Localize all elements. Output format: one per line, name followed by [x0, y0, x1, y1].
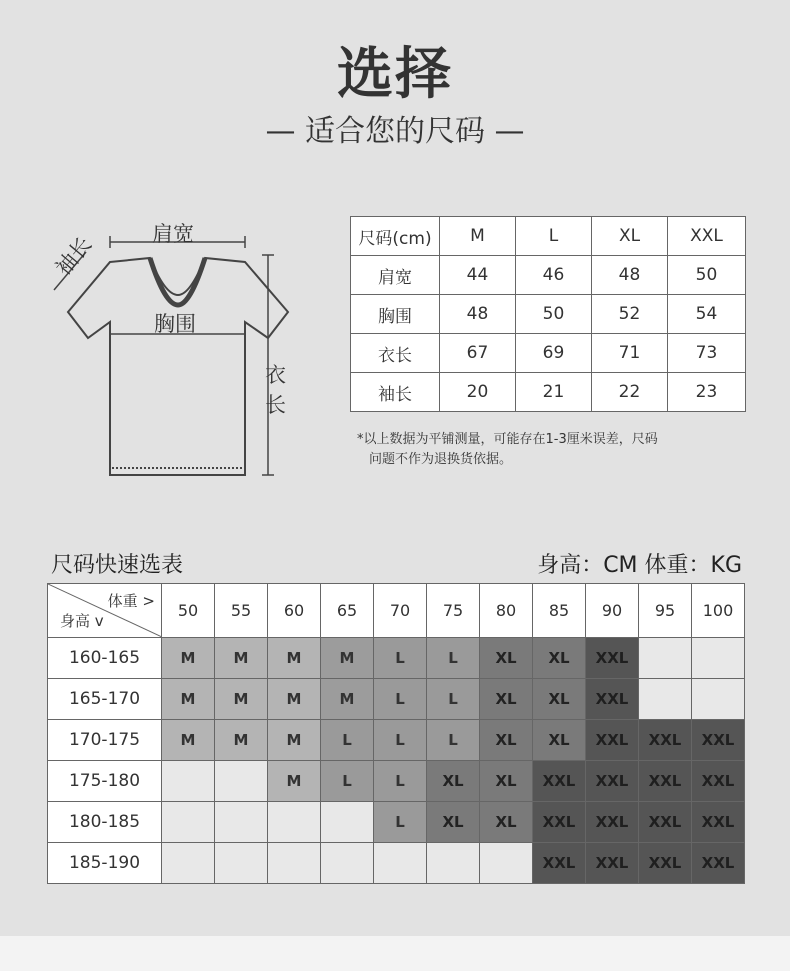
size-cell: M [268, 761, 321, 802]
size-cell: M [321, 679, 374, 720]
size-table-cell: 50 [516, 295, 592, 334]
size-cell [639, 679, 692, 720]
size-cell: XXL [692, 843, 745, 884]
size-cell: XL [533, 638, 586, 679]
size-table-cell: 44 [440, 256, 516, 295]
size-cell [321, 843, 374, 884]
size-cell [639, 638, 692, 679]
size-cell: M [268, 638, 321, 679]
weight-header: 85 [533, 584, 586, 638]
quick-size-table [47, 583, 745, 884]
size-table-cell: 23 [668, 373, 746, 412]
size-cell: M [162, 638, 215, 679]
height-range-label: 170-175 [48, 720, 162, 761]
size-table-cell: 肩宽 [351, 256, 440, 295]
shoulder-label: 肩宽 [152, 222, 194, 246]
size-cell: M [215, 679, 268, 720]
size-cell: XXL [639, 720, 692, 761]
size-table-row [351, 295, 746, 334]
corner-weight-label: 体重 > [107, 592, 155, 610]
size-cell: L [321, 720, 374, 761]
size-cell: XXL [639, 761, 692, 802]
size-cell: XL [480, 802, 533, 843]
size-cell: XXL [586, 802, 639, 843]
size-cell: M [215, 638, 268, 679]
height-range-label: 180-185 [48, 802, 162, 843]
size-table-header: XL [592, 217, 668, 256]
size-cell: M [321, 638, 374, 679]
size-cell [215, 802, 268, 843]
note-line-2: 问题不作为退换货依据。 [369, 452, 513, 467]
weight-header: 70 [374, 584, 427, 638]
size-cell: XXL [692, 802, 745, 843]
size-cell [427, 843, 480, 884]
size-cell [162, 843, 215, 884]
size-table-row [351, 256, 746, 295]
size-cell: XXL [586, 843, 639, 884]
weight-header: 50 [162, 584, 215, 638]
quick-row [48, 638, 745, 679]
size-cell: XL [427, 802, 480, 843]
size-cell [215, 761, 268, 802]
size-table-row [351, 334, 746, 373]
size-cell: L [321, 761, 374, 802]
size-cell [692, 679, 745, 720]
note-line-1: *以上数据为平铺测量，可能存在1-3厘米误差，尺码 [357, 432, 658, 447]
measurement-note [357, 430, 757, 470]
quick-row [48, 679, 745, 720]
size-cell [162, 802, 215, 843]
size-cell: XXL [692, 720, 745, 761]
height-range-label: 185-190 [48, 843, 162, 884]
size-cell: XL [427, 761, 480, 802]
size-table [350, 216, 746, 412]
size-cell: XXL [533, 761, 586, 802]
size-cell: L [427, 679, 480, 720]
weight-header: 55 [215, 584, 268, 638]
size-cell: XXL [692, 761, 745, 802]
size-cell [321, 802, 374, 843]
size-table-cell: 袖长 [351, 373, 440, 412]
size-table-cell: 50 [668, 256, 746, 295]
size-table-row [351, 373, 746, 412]
footer-band [0, 936, 790, 971]
weight-header: 80 [480, 584, 533, 638]
weight-header: 95 [639, 584, 692, 638]
chest-label: 胸围 [154, 312, 196, 336]
size-cell: L [427, 638, 480, 679]
height-range-label: 165-170 [48, 679, 162, 720]
size-table-header-row [351, 217, 746, 256]
size-cell: M [162, 679, 215, 720]
size-cell [162, 761, 215, 802]
size-table-cell: 73 [668, 334, 746, 373]
weight-header: 75 [427, 584, 480, 638]
size-table-header: L [516, 217, 592, 256]
size-table-cell: 20 [440, 373, 516, 412]
quick-table-title: 尺码快速选表 [51, 553, 184, 578]
weight-header: 60 [268, 584, 321, 638]
size-table-cell: 21 [516, 373, 592, 412]
size-cell: XL [480, 638, 533, 679]
size-cell: XXL [639, 843, 692, 884]
page-title: 选择 [337, 42, 453, 107]
size-table-cell: 胸围 [351, 295, 440, 334]
quick-row [48, 843, 745, 884]
size-cell: L [427, 720, 480, 761]
size-cell [374, 843, 427, 884]
size-cell: L [374, 761, 427, 802]
size-cell: XL [533, 679, 586, 720]
height-range-label: 175-180 [48, 761, 162, 802]
size-cell: XL [480, 679, 533, 720]
size-cell [692, 638, 745, 679]
size-cell [268, 843, 321, 884]
size-table-cell: 22 [592, 373, 668, 412]
size-cell: M [268, 720, 321, 761]
sleeve-label: 袖长 [51, 232, 97, 280]
size-cell: XXL [586, 638, 639, 679]
size-cell [268, 802, 321, 843]
weight-header: 100 [692, 584, 745, 638]
size-cell: L [374, 802, 427, 843]
size-table-header: M [440, 217, 516, 256]
size-cell: L [374, 679, 427, 720]
size-cell [215, 843, 268, 884]
size-cell: XL [480, 761, 533, 802]
size-table-header: XXL [668, 217, 746, 256]
size-cell: L [374, 720, 427, 761]
quick-row [48, 761, 745, 802]
size-table-cell: 67 [440, 334, 516, 373]
size-cell: M [162, 720, 215, 761]
size-cell: L [374, 638, 427, 679]
size-cell [480, 843, 533, 884]
size-table-cell: 54 [668, 295, 746, 334]
size-table-cell: 69 [516, 334, 592, 373]
size-cell: M [215, 720, 268, 761]
corner-height-label: 身高 v [60, 612, 104, 630]
size-table-cell: 衣长 [351, 334, 440, 373]
weight-header: 65 [321, 584, 374, 638]
size-cell: XXL [639, 802, 692, 843]
quick-header-row [48, 584, 745, 638]
tshirt-diagram [40, 210, 290, 489]
size-table-cell: 71 [592, 334, 668, 373]
page-subtitle: — 适合您的尺码 — [265, 114, 525, 149]
size-cell: XXL [533, 843, 586, 884]
quick-corner-cell [48, 584, 162, 638]
quick-table-units: 身高：CM 体重：KG [537, 553, 742, 578]
size-table-cell: 46 [516, 256, 592, 295]
size-cell: XL [533, 720, 586, 761]
quick-row [48, 720, 745, 761]
weight-header: 90 [586, 584, 639, 638]
size-cell: XXL [586, 679, 639, 720]
size-cell: XXL [586, 720, 639, 761]
size-table-cell: 48 [592, 256, 668, 295]
quick-row [48, 802, 745, 843]
size-cell: XXL [533, 802, 586, 843]
size-table-cell: 48 [440, 295, 516, 334]
height-range-label: 160-165 [48, 638, 162, 679]
size-cell: M [268, 679, 321, 720]
size-cell: XL [480, 720, 533, 761]
size-table-cell: 52 [592, 295, 668, 334]
size-table-header: 尺码(cm) [351, 217, 440, 256]
length-label: 衣长 [265, 363, 286, 417]
size-cell: XXL [586, 761, 639, 802]
